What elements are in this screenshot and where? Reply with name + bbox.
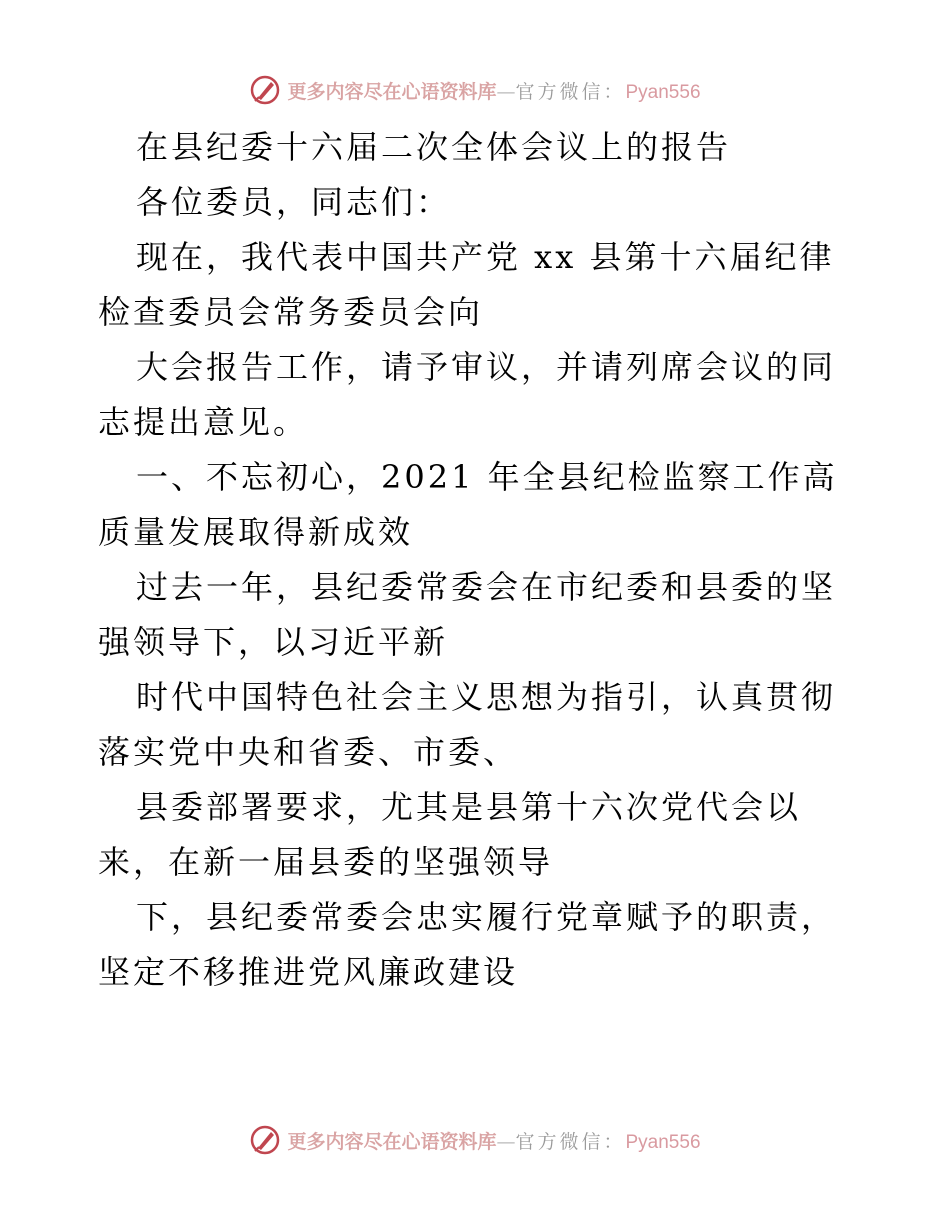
document-title: 在县纪委十六届二次全体会议上的报告 [136, 128, 732, 166]
paragraph: 县委部署要求，尤其是县第十六次党代会以来，在新一届县委的坚强领导 [98, 788, 802, 881]
quill-logo-icon [249, 1124, 281, 1156]
watermark-header [0, 70, 950, 110]
paragraph: 现在，我代表中国共产党 xx 县第十六届纪律检查委员会常务委员会向 [98, 238, 835, 331]
paragraph: 时代中国特色社会主义思想为指引，认真贯彻落实党中央和省委、市委、 [98, 678, 837, 771]
paragraph: 过去一年，县纪委常委会在市纪委和县委的坚强领导下，以习近平新 [98, 568, 837, 661]
salutation: 各位委员，同志们： [136, 183, 452, 221]
paragraph: 大会报告工作，请予审议，并请列席会议的同志提出意见。 [98, 348, 837, 441]
watermark-text: 更多内容尽在心语资料库—官方微信：Pyan556 [287, 80, 701, 103]
document-body [98, 120, 854, 1000]
watermark-text: 更多内容尽在心语资料库—官方微信：Pyan556 [287, 1130, 701, 1153]
quill-logo-icon [249, 74, 281, 106]
section-heading: 一、不忘初心，2021 年全县纪检监察工作高质量发展取得新成效 [98, 458, 838, 551]
paragraph: 下，县纪委常委会忠实履行党章赋予的职责，坚定不移推进党风廉政建设 [98, 898, 837, 991]
watermark-footer [0, 1120, 950, 1160]
